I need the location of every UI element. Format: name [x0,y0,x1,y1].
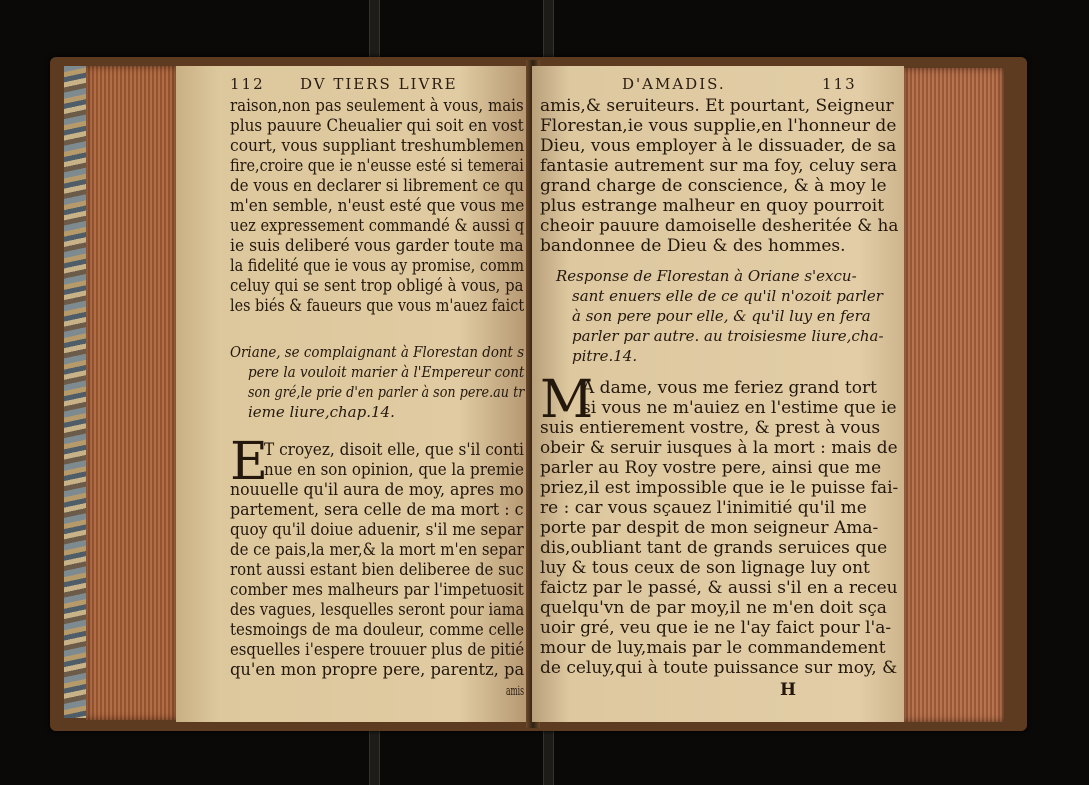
right-page-number: 113 [822,75,857,93]
binding-cord-top-right [543,0,554,60]
drop-cap: E [230,432,268,492]
text-line: de ce pais,la mer,& la mort m'en separ [230,540,525,560]
text-line: plus estrange malheur en quoy pourroit [540,196,885,216]
left-page-number: 112 [230,75,265,93]
left-page-stack [86,66,176,720]
binding-cord-bottom-left [369,726,380,785]
summary-line: sant enuers elle de ce qu'il n'ozoit parler [572,287,883,305]
text-line: des vagues, lesquelles seront pour iama [230,600,525,620]
text-line: amis,& seruiteurs. Et pourtant, Seigneur [540,96,894,116]
text-line: priez,il est impossible que ie le puisse fai- [540,478,899,498]
text-line: quelqu'vn de par moy,il ne m'en doit sça [540,598,887,618]
summary-line: pere la vouloit marier à l'Empereur cont [248,363,525,381]
text-line: nue en son opinion, que la premie [264,460,524,480]
left-page [176,66,530,722]
drop-cap: M [540,370,594,430]
summary-line: parler par autre. au troisiesme liure,cha- [572,327,884,345]
text-line: mour de luy,mais par le commandement [540,638,886,658]
text-line: qu'en mon propre pere, parentz, pa [230,660,525,680]
text-line: uez expressement commandé & aussi q [230,216,525,236]
text-line: fantasie autrement sur ma foy, celuy sera [540,156,897,176]
text-line: esquelles i'espere trouuer plus de pitié [230,640,525,660]
text-line: de vous en declarer si librement ce qu [230,176,525,196]
signature-mark: H [780,680,797,700]
text-line: porte par despit de mon seigneur Ama- [540,518,879,538]
text-line: T croyez, disoit elle, que s'il conti [264,440,524,460]
right-page [532,66,904,722]
right-running-head: D'AMADIS. [622,75,726,93]
text-line: partement, sera celle de ma mort : c [230,500,524,520]
catchword: amis [506,684,524,699]
text-line: fire,croire que ie n'eusse esté si temerai [230,156,524,176]
text-line: dis,oubliant tant de grands seruices que [540,538,888,558]
text-line: re : car vous sçauez l'inimitié qu'il me [540,498,867,518]
summary-line: ieme liure,chap.14. [248,403,395,421]
summary-line: Oriane, se complaignant à Florestan dont s [230,343,525,361]
text-line: ront aussi estant bien deliberee de suc [230,560,524,580]
text-line: nouuelle qu'il aura de moy, apres mo [230,480,524,500]
text-line: tesmoings de ma douleur, comme celle [230,620,525,640]
text-line: uoir gré, veu que ie ne l'ay faict pour l'a- [540,618,892,638]
text-line: court, vous suppliant treshumblemen [230,136,525,156]
text-line: faictz par le passé, & aussi s'il en a receu [540,578,898,598]
binding-cord-top-left [369,0,380,60]
text-line: quoy qu'il doiue aduenir, s'il me separ [230,520,524,540]
summary-line: son gré,le prie d'en parler à son pere.au tr [248,383,525,401]
text-line: bandonnee de Dieu & des hommes. [540,236,846,256]
text-line: luy & tous ceux de son lignage luy ont [540,558,870,578]
text-line: ie suis deliberé vous garder toute ma [230,236,524,256]
text-line: les biés & faueurs que vous m'auez faict [230,296,525,316]
summary-line: à son pere pour elle, & qu'il luy en fera [572,307,871,325]
text-line: suis entierement vostre, & prest à vous [540,418,881,438]
text-line: obeir & seruir iusques à la mort : mais de [540,438,898,458]
text-line: Florestan,ie vous supplie,en l'honneur de [540,116,897,136]
text-line: si vous ne m'auiez en l'estime que ie [582,398,897,418]
text-line: comber mes malheurs par l'impetuosit [230,580,524,600]
text-line: celuy qui se sent trop obligé à vous, pa [230,276,524,296]
text-line: la fidelité que ie vous ay promise, comm [230,256,524,276]
text-line: cheoir pauure damoiselle desheritée & ha [540,216,899,236]
text-line: grand charge de conscience, & à moy le [540,176,887,196]
marbled-edge [64,66,86,718]
binding-cord-bottom-right [543,726,554,785]
text-line: raison,non pas seulement à vous, mais [230,96,524,116]
text-line: de celuy,qui à toute puissance sur moy, & [540,658,898,678]
text-line: m'en semble, n'eust esté que vous me [230,196,525,216]
text-line: Dieu, vous employer à le dissuader, de sa [540,136,897,156]
summary-line: Response de Florestan à Oriane s'excu- [556,267,857,285]
left-running-head: DV TIERS LIVRE [300,75,458,93]
text-line: parler au Roy vostre pere, ainsi que me [540,458,882,478]
text-line: A dame, vous me feriez grand tort [582,378,877,398]
summary-line: pitre.14. [572,347,638,365]
right-page-stack [904,68,1004,722]
text-line: plus pauure Cheualier qui soit en vost [230,116,524,136]
